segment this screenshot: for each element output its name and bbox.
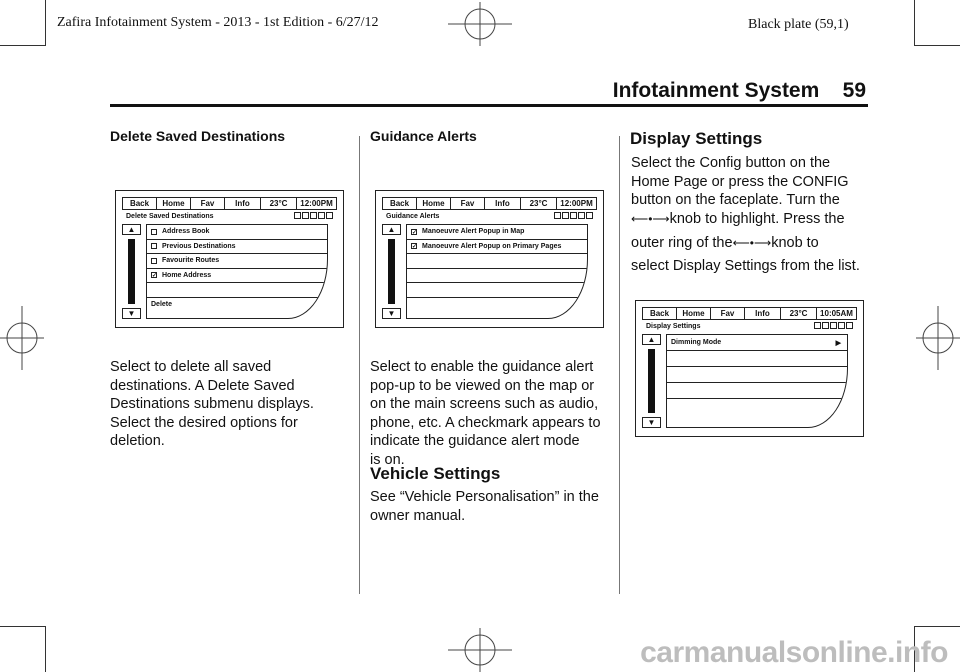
checkbox-icon[interactable] bbox=[151, 243, 157, 249]
fav-button[interactable]: Fav bbox=[191, 198, 225, 209]
checkbox-icon[interactable] bbox=[151, 258, 157, 264]
registration-mark-icon bbox=[916, 306, 960, 370]
list-item-label: Manoeuvre Alert Popup in Map bbox=[422, 228, 525, 236]
home-button[interactable]: Home bbox=[157, 198, 191, 209]
screen-top-bar bbox=[122, 197, 337, 210]
status-icon bbox=[830, 322, 837, 329]
paragraph-delete-saved-destinations bbox=[110, 358, 314, 451]
checkbox-icon[interactable] bbox=[151, 229, 157, 235]
registration-mark-icon bbox=[448, 2, 512, 46]
list-item-label: Dimming Mode bbox=[671, 339, 722, 346]
print-header-left: Zafira Infotainment System - 2013 - 1st Edition - 6/27/12 bbox=[57, 15, 379, 30]
text-line: pop-up to be viewed on the map or bbox=[370, 377, 595, 394]
screen-subtitle: Display Settings bbox=[646, 323, 701, 330]
text-line: phone, etc. A checkmark appears to bbox=[370, 414, 601, 431]
knob-icon: ⟵•⟶ bbox=[631, 211, 670, 226]
status-icon bbox=[310, 212, 317, 219]
text-fragment: outer ring of the bbox=[631, 235, 733, 251]
clock-readout: 12:00PM bbox=[560, 199, 593, 208]
text-line: See “Vehicle Personalisation” in the bbox=[370, 489, 599, 505]
status-icon bbox=[822, 322, 829, 329]
temperature-readout: 23°C bbox=[261, 198, 297, 209]
text-line bbox=[631, 234, 860, 253]
crop-mark bbox=[45, 0, 46, 46]
down-arrow-icon[interactable]: ▼ bbox=[382, 308, 401, 319]
status-icon bbox=[318, 212, 325, 219]
status-icon bbox=[302, 212, 309, 219]
list-item[interactable] bbox=[407, 225, 587, 240]
text-line: button on the faceplate. Turn the bbox=[631, 192, 840, 208]
status-icons bbox=[554, 212, 593, 219]
home-button[interactable]: Home bbox=[677, 308, 711, 319]
text-line: Select to delete all saved bbox=[110, 359, 272, 375]
scroll-track bbox=[648, 349, 655, 413]
text-fragment: knob to bbox=[771, 235, 819, 251]
list-item-label: Favourite Routes bbox=[162, 257, 220, 265]
page-number: 59 bbox=[842, 79, 866, 102]
delete-button-label: Delete bbox=[151, 301, 173, 309]
fav-button[interactable]: Fav bbox=[451, 198, 485, 209]
list-item[interactable] bbox=[407, 240, 587, 255]
list-item-label: Home Address bbox=[162, 271, 212, 279]
status-icon bbox=[586, 212, 593, 219]
scroll-track bbox=[388, 239, 395, 304]
registration-mark-icon bbox=[448, 628, 512, 672]
list-item-label: Manoeuvre Alert Popup on Primary Pages bbox=[422, 242, 562, 250]
text-line: owner manual. bbox=[370, 507, 466, 524]
text-line: destinations. A Delete Saved bbox=[110, 377, 295, 394]
list-item bbox=[667, 399, 847, 415]
print-header-right: Black plate (59,1) bbox=[748, 17, 849, 32]
text-line: Select the Config button on the bbox=[631, 155, 831, 171]
paragraph-vehicle-settings bbox=[370, 488, 599, 525]
up-arrow-icon[interactable]: ▲ bbox=[122, 224, 141, 235]
list-item bbox=[407, 298, 587, 313]
crop-mark bbox=[45, 626, 46, 672]
screen-subtitle: Delete Saved Destinations bbox=[126, 213, 214, 220]
status-icon bbox=[326, 212, 333, 219]
scrollbar[interactable] bbox=[122, 224, 141, 319]
text-line: Destinations submenu displays. bbox=[110, 396, 314, 412]
text-line: indicate the guidance alert mode bbox=[370, 433, 580, 449]
screen-subtitle: Guidance Alerts bbox=[386, 213, 440, 220]
info-button[interactable]: Info bbox=[745, 308, 781, 319]
paragraph-guidance-alerts bbox=[370, 358, 601, 469]
delete-button[interactable] bbox=[147, 298, 327, 313]
clock-readout: 10:05AM bbox=[820, 309, 853, 318]
text-line: deletion. bbox=[110, 433, 165, 449]
temperature-readout: 23°C bbox=[521, 198, 557, 209]
crop-mark bbox=[914, 45, 960, 46]
list-item bbox=[407, 269, 587, 284]
column-divider bbox=[359, 136, 360, 594]
status-icons bbox=[814, 322, 853, 329]
up-arrow-icon[interactable]: ▲ bbox=[382, 224, 401, 235]
column-divider bbox=[619, 136, 620, 594]
list-item bbox=[667, 383, 847, 399]
checkbox-checked-icon[interactable]: ✓ bbox=[412, 229, 418, 236]
text-fragment: knob to highlight. Press the bbox=[669, 210, 845, 227]
text-line: select Display Settings from the list. bbox=[631, 257, 860, 274]
clock-readout: 12:00PM bbox=[300, 199, 333, 208]
text-line: is on. bbox=[370, 451, 405, 468]
status-icons bbox=[294, 212, 333, 219]
scrollbar[interactable] bbox=[382, 224, 401, 319]
crop-mark bbox=[0, 45, 46, 46]
list-item[interactable] bbox=[147, 254, 327, 269]
up-arrow-icon[interactable]: ▲ bbox=[642, 334, 661, 345]
text-line: Home Page or press the CONFIG bbox=[631, 173, 849, 190]
checkbox-checked-icon[interactable]: ✓ bbox=[152, 273, 158, 280]
list-item bbox=[407, 254, 587, 269]
status-icon bbox=[846, 322, 853, 329]
crop-mark bbox=[0, 626, 46, 627]
status-icon bbox=[814, 322, 821, 329]
section-heading-vehicle-settings: Vehicle Settings bbox=[370, 464, 501, 483]
section-heading-guidance-alerts: Guidance Alerts bbox=[370, 128, 477, 144]
text-line: Select to enable the guidance alert bbox=[370, 359, 594, 375]
crop-mark bbox=[914, 626, 960, 627]
screen-top-bar bbox=[642, 307, 857, 320]
page-title bbox=[613, 79, 866, 103]
list-item[interactable] bbox=[147, 269, 327, 284]
back-button[interactable]: Back bbox=[123, 198, 157, 209]
back-button[interactable]: Back bbox=[383, 198, 417, 209]
screen-delete-saved-destinations bbox=[115, 190, 344, 328]
fav-button[interactable]: Fav bbox=[711, 308, 745, 319]
registration-mark-icon bbox=[0, 306, 44, 370]
knob-icon: ⟵•⟶ bbox=[732, 236, 772, 250]
option-list bbox=[406, 224, 588, 319]
scroll-track bbox=[128, 239, 135, 304]
page-title-text: Infotainment System bbox=[612, 79, 820, 102]
list-item-label: Address Book bbox=[162, 228, 210, 236]
info-button[interactable]: Info bbox=[225, 198, 261, 209]
list-item-label: Previous Destinations bbox=[162, 242, 236, 250]
temperature-readout: 23°C bbox=[781, 308, 817, 319]
status-icon bbox=[562, 212, 569, 219]
status-icon bbox=[838, 322, 845, 329]
paragraph-display-settings bbox=[631, 154, 860, 275]
scrollbar[interactable] bbox=[642, 334, 661, 428]
list-item bbox=[667, 367, 847, 383]
page-rule bbox=[110, 104, 868, 107]
list-item bbox=[407, 283, 587, 298]
text-line: on the main screens such as audio, bbox=[370, 396, 599, 412]
screen-guidance-alerts bbox=[375, 190, 604, 328]
option-list bbox=[146, 224, 328, 319]
down-arrow-icon[interactable]: ▼ bbox=[642, 417, 661, 428]
status-icon bbox=[578, 212, 585, 219]
list-item[interactable] bbox=[147, 240, 327, 255]
text-line bbox=[631, 210, 860, 229]
status-icon bbox=[570, 212, 577, 219]
text-line: Select the desired options for bbox=[110, 414, 298, 431]
back-button[interactable]: Back bbox=[643, 308, 677, 319]
list-item-dimming-mode[interactable] bbox=[667, 335, 847, 351]
status-icon bbox=[294, 212, 301, 219]
list-item[interactable] bbox=[147, 225, 327, 240]
list-item bbox=[667, 351, 847, 367]
crop-mark bbox=[914, 0, 915, 46]
down-arrow-icon[interactable]: ▼ bbox=[122, 308, 141, 319]
checkbox-checked-icon[interactable]: ✓ bbox=[412, 244, 418, 251]
status-icon bbox=[554, 212, 561, 219]
info-button[interactable]: Info bbox=[485, 198, 521, 209]
screen-display-settings bbox=[635, 300, 864, 437]
option-list bbox=[666, 334, 848, 428]
section-heading-display-settings: Display Settings bbox=[630, 129, 763, 148]
section-heading-delete-saved-destinations: Delete Saved Destinations bbox=[110, 128, 286, 144]
screen-top-bar bbox=[382, 197, 597, 210]
home-button[interactable]: Home bbox=[417, 198, 451, 209]
watermark: carmanualsonline.info bbox=[640, 636, 948, 669]
list-item bbox=[147, 283, 327, 298]
chevron-right-icon: ▶ bbox=[835, 339, 841, 347]
